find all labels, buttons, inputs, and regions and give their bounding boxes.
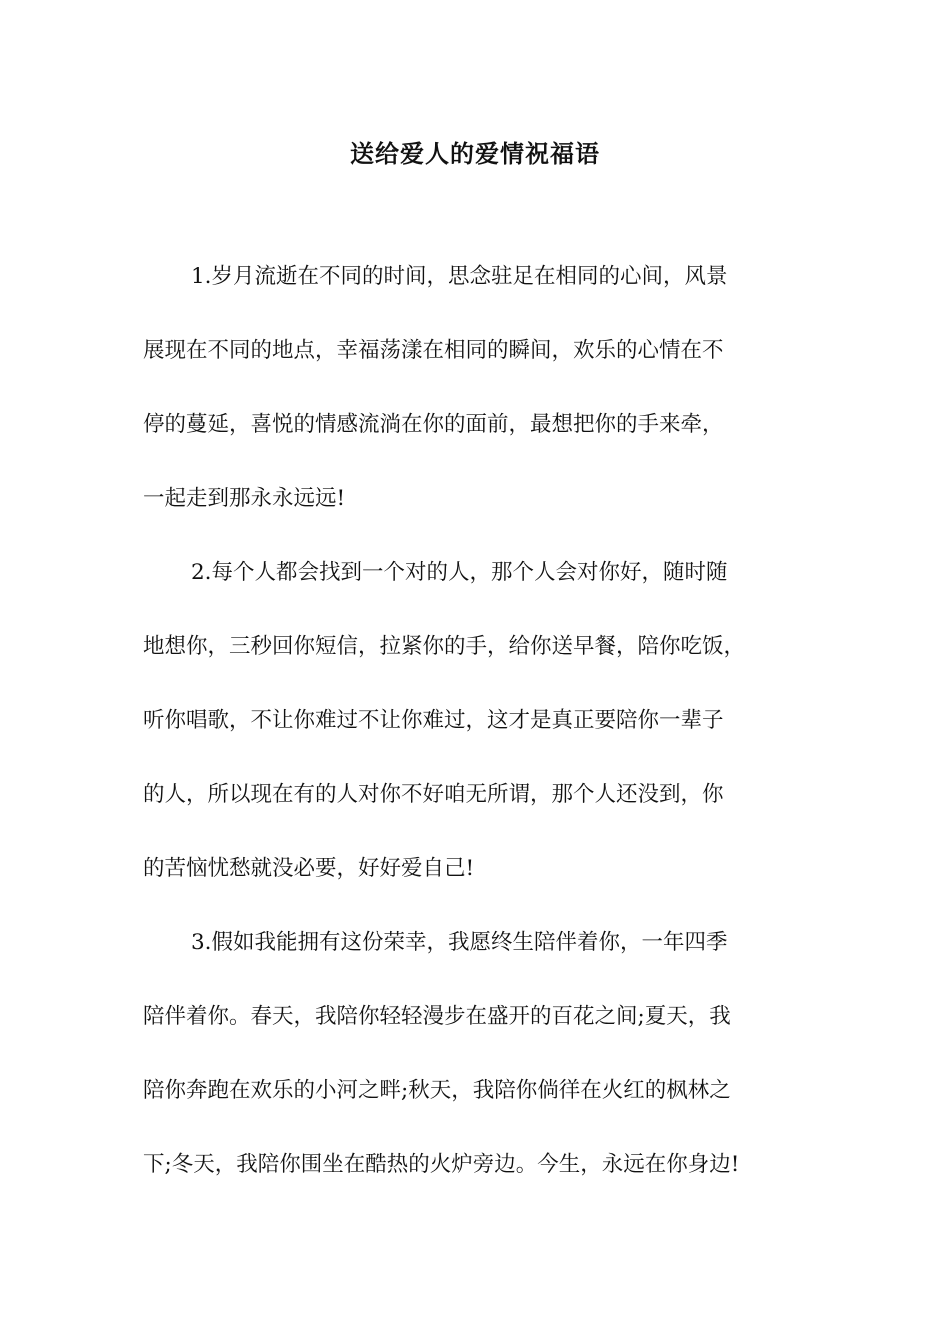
paragraph-2-line-1: 2.每个人都会找到一个对的人，那个人会对你好，随时随 <box>191 560 728 585</box>
document-body <box>143 256 811 1218</box>
paragraph-1-line-1: 1.岁月流逝在不同的时间，思念驻足在相同的心间，风景 <box>191 264 728 289</box>
paragraph-2-line-4: 的人，所以现在有的人对你不好咱无所谓，那个人还没到，你 <box>143 782 724 807</box>
paragraph-3-line-1: 3.假如我能拥有这份荣幸，我愿终生陪伴着你，一年四季 <box>191 930 728 955</box>
paragraph-1-line-2: 展现在不同的地点，幸福荡漾在相同的瞬间，欢乐的心情在不 <box>143 338 724 363</box>
paragraph-2-line-5: 的苦恼忧愁就没必要，好好爱自己! <box>143 856 475 881</box>
paragraph-3-line-2: 陪伴着你。春天，我陪你轻轻漫步在盛开的百花之间;夏天，我 <box>143 1004 731 1029</box>
paragraph-3-line-3: 陪你奔跑在欢乐的小河之畔;秋天，我陪你倘徉在火红的枫林之 <box>143 1078 731 1103</box>
paragraph-1 <box>143 256 811 519</box>
paragraph-3 <box>143 922 811 1185</box>
paragraph-1-line-3: 停的蔓延，喜悦的情感流淌在你的面前，最想把你的手来牵， <box>143 412 724 437</box>
paragraph-2-line-2: 地想你，三秒回你短信，拉紧你的手，给你送早餐，陪你吃饭， <box>143 634 746 659</box>
paragraph-2 <box>143 552 811 889</box>
paragraph-2-line-3: 听你唱歌，不让你难过不让你难过，这才是真正要陪你一辈子 <box>143 708 724 733</box>
document-title: 送给爱人的爱情祝福语 <box>350 140 600 168</box>
paragraph-3-line-4: 下;冬天，我陪你围坐在酷热的火炉旁边。今生，永远在你身边! <box>143 1152 740 1177</box>
paragraph-1-line-4: 一起走到那永永远远! <box>143 486 346 511</box>
